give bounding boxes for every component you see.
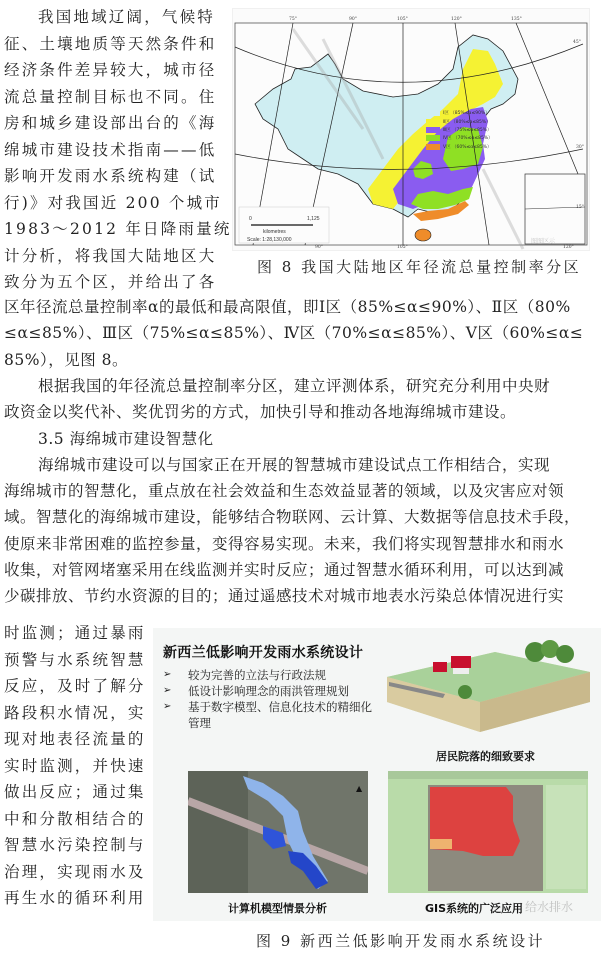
- bullet-continuation: 管理: [188, 716, 211, 730]
- text-line: 收集，对管网堵塞采用在线监测并实时反应；通过智慧水循环利用，可以达到减: [4, 561, 565, 579]
- longitude-tick: 105°: [397, 245, 408, 250]
- legend-label: Ⅰ区 （85%≤α≤90%）: [443, 111, 490, 117]
- text-line: 治理，实现雨水及: [4, 862, 146, 881]
- slide-watermark: 给水排水: [525, 900, 574, 914]
- legend-item: [426, 109, 530, 117]
- text-line: 域。智慧化的海绵城市建设，能够结合物联网、云计算、大数据等信息技术手段，: [4, 508, 581, 527]
- scale-start: 0: [249, 216, 252, 222]
- longitude-tick: 120°: [451, 17, 462, 22]
- scale-end: 1,125: [307, 216, 320, 222]
- map-watermark: 图图区示: [531, 238, 556, 245]
- gis-screenshot: [388, 771, 588, 893]
- latitude-tick: 30°: [576, 145, 584, 150]
- map-legend: [426, 109, 530, 151]
- legend-item: [426, 134, 530, 142]
- latitude-tick: 45°: [573, 40, 581, 45]
- scale-unit: kilometres: [263, 229, 286, 235]
- legend-swatch: [426, 144, 440, 150]
- bullet-item: ➢ 低设计影响理念的雨洪管理规划: [163, 684, 349, 698]
- longitude-tick: 90°: [315, 245, 323, 250]
- text-line: 政资金以奖代补、奖优罚劣的方式，加快引导和推动各地海绵城市建设。: [4, 403, 517, 422]
- figure-9-caption: 图 9 新西兰低影响开发雨水系统设计: [256, 932, 546, 950]
- text-line: 流总量控制目标也不同。住: [4, 87, 217, 106]
- longitude-tick: 105°: [397, 17, 408, 22]
- text-line: 中和分散相结合的: [4, 809, 146, 828]
- text-line: 行)》对我国近 200 个城市: [4, 193, 222, 212]
- figure-8-caption: 图 8 我国大陆地区年径流总量控制率分区: [257, 258, 582, 276]
- text-line: 经济条件差异较大，城市径: [4, 61, 217, 79]
- text-line: 计分析，将我国大陆地区大: [4, 246, 217, 265]
- legend-item: [426, 126, 530, 134]
- flood-model-image: [188, 771, 368, 893]
- legend-item: [426, 117, 530, 125]
- model-label: 计算机模型情景分析: [228, 902, 327, 915]
- text-line: 根据我国的年径流总量控制率分区，建立评测体系，研究充分利用中央财: [38, 376, 551, 395]
- text-line: 再生水的循环利用: [4, 889, 146, 907]
- text-line: 少碳排放、节约水资源的目的；通过遥感技术对城市地表水污染总体情况进行实: [4, 587, 565, 606]
- svg-text:▲: ▲: [356, 784, 363, 793]
- text-line: 海绵城市建设可以与国家正在开展的智慧城市建设试点工作相结合，实现: [38, 455, 551, 474]
- text-line: 影响开发雨水系统构建（试: [4, 167, 217, 185]
- text-line: 1983～2012 年日降雨量统: [4, 220, 232, 238]
- text-line: 85%），见图 8。: [4, 350, 128, 369]
- legend-swatch: [426, 119, 440, 125]
- residential-illustration: [385, 632, 595, 734]
- text-line: 反应，及时了解分: [4, 677, 146, 695]
- china-map-graphic: [233, 9, 590, 251]
- legend-label: Ⅴ区 （60%≤α≤85%）: [443, 144, 492, 150]
- arrow-bullet-icon: ➢: [163, 701, 172, 712]
- text-line: 实时监测，并快速: [4, 756, 146, 775]
- bullet-item: ➢ 基于数字模型、信息化技术的精细化: [163, 700, 372, 714]
- text-line: 时监测；通过暴雨: [4, 624, 146, 642]
- text-line: 做出反应；通过集: [4, 783, 146, 801]
- legend-swatch: [426, 135, 440, 141]
- text-line: 使原来非常困难的监控参量，变得容易实现。未来，我们将实现智慧排水和雨水: [4, 534, 565, 553]
- bullet-item: ➢ 较为完善的立法与行政法规: [163, 668, 326, 682]
- text-line: 绵城市建设技术指南——低: [4, 140, 217, 159]
- slide-title: 新西兰低影响开发雨水系统设计: [163, 645, 364, 661]
- longitude-tick: 120°: [563, 245, 574, 250]
- legend-swatch: [426, 110, 440, 116]
- legend-label: Ⅱ区 （80%≤α≤85%）: [443, 119, 491, 125]
- slide-bullet-list: [163, 667, 372, 731]
- text-line: 海绵城市的智慧化，重点放在社会效益和生态效益显著的领域，以及灾害应对领: [4, 482, 565, 501]
- figure-9-slide: [153, 628, 601, 921]
- latitude-tick: 15°: [576, 205, 584, 210]
- text-line: 智慧水污染控制与: [4, 836, 146, 854]
- text-line: 房和城乡建设部出台的《海: [4, 114, 217, 132]
- figure-8-map: [232, 8, 590, 251]
- longitude-tick: 75°: [289, 17, 297, 22]
- legend-item: [426, 143, 530, 151]
- arrow-bullet-icon: ➢: [163, 685, 172, 696]
- longitude-tick: 135°: [511, 17, 522, 22]
- legend-swatch: [426, 127, 440, 133]
- scale-ratio: Scale: 1:28,130,000: [247, 237, 292, 243]
- text-line: 预警与水系统智慧: [4, 650, 146, 669]
- legend-label: Ⅲ区 （75%≤α≤85%）: [443, 127, 492, 133]
- text-line: 我国地域辽阔，气候特: [38, 8, 216, 26]
- text-line: 区年径流总量控制率α的最低和最高限值，即Ⅰ区（85%≤α≤90%）、Ⅱ区（80%: [4, 298, 571, 316]
- text-line: 路段积水情况，实: [4, 703, 146, 722]
- text-line: 致分为五个区，并给出了各: [4, 273, 217, 291]
- legend-label: Ⅳ区 （70%≤α≤85%）: [443, 136, 493, 142]
- text-line: ≤α≤85%）、Ⅲ区（75%≤α≤85%）、Ⅳ区（70%≤α≤85%）、Ⅴ区（60%≤α≤: [4, 324, 584, 343]
- text-line: 3.5 海绵城市建设智慧化: [38, 429, 214, 448]
- text-line: 征、土壤地质等天然条件和: [4, 34, 217, 53]
- arrow-bullet-icon: ➢: [163, 669, 172, 680]
- gis-label: GIS系统的广泛应用: [425, 902, 524, 915]
- text-line: 现对地表径流量的: [4, 730, 146, 748]
- residential-label: 居民院落的细致要求: [436, 750, 535, 763]
- longitude-tick: 90°: [349, 17, 357, 22]
